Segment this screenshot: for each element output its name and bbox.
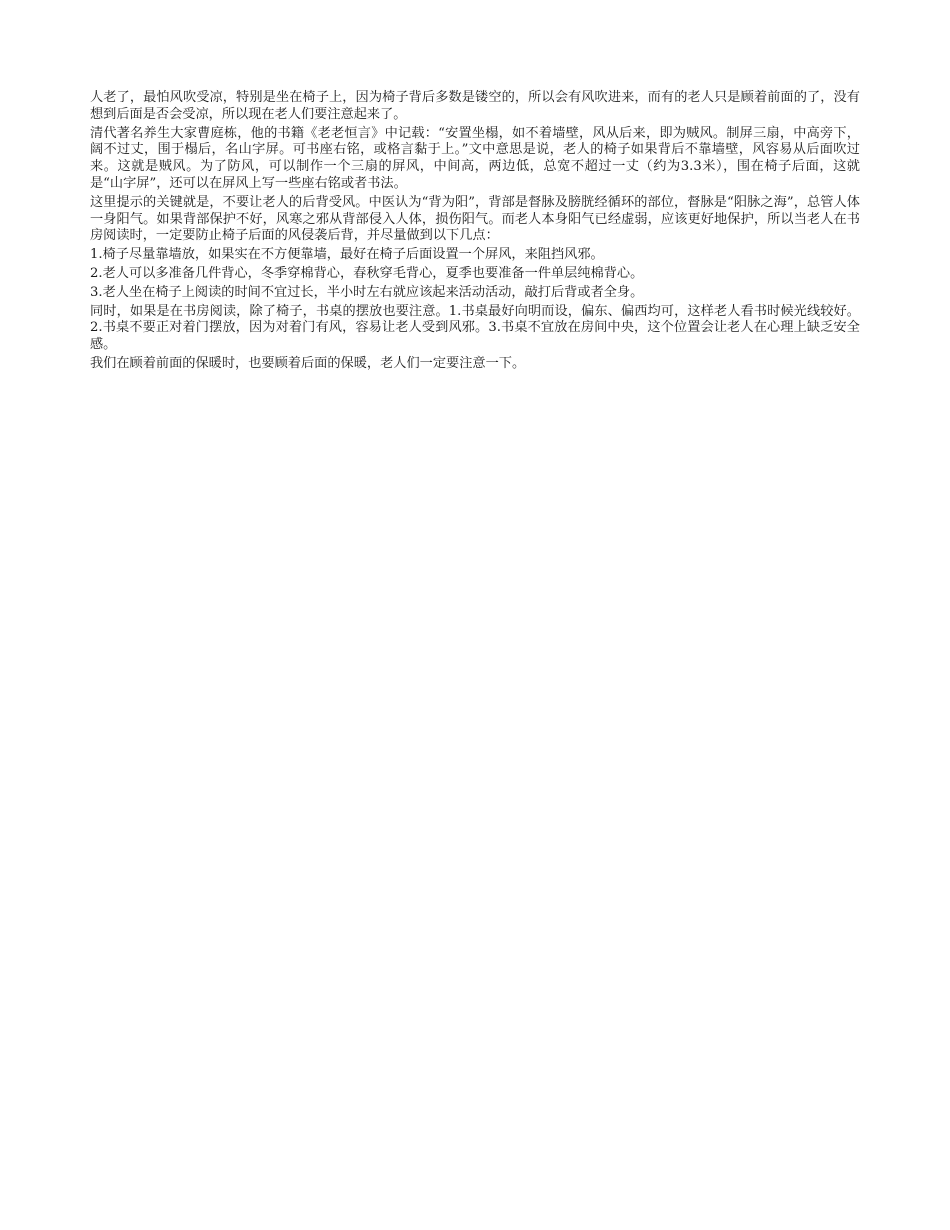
paragraph-intro: 人老了，最怕风吹受凉，特别是坐在椅子上，因为椅子背后多数是镂空的，所以会有风吹进来，而有的老人只是顾着前面的了，没有想到后面是否会受凉，所以现在老人们要注意起来了。 [90,90,860,122]
paragraph-desk: 同时，如果是在书房阅读，除了椅子，书桌的摆放也要注意。1.书桌最好向明而设，偏东、偏西均可，这样老人看书时候光线较好。2.书桌不要正对着门摆放，因为对着门有风，容易让老人受到风邪。3.书桌不宜放在房间中央，这个位置会让老人在心理上缺乏安全感。 [90,303,860,353]
paragraph-key-point: 这里提示的关键就是，不要让老人的后背受风。中医认为“背为阳”，背部是督脉及膀胱经循环的部位，督脉是“阳脉之海”，总管人体一身阳气。如果背部保护不好，风寒之邪从背部侵入人体，损伤阳气。而老人本身阳气已经虚弱，应该更好地保护，所以当老人在书房阅读时，一定要防止椅子后面的风侵袭后背，并尽量做到以下几点： [90,194,860,244]
list-item-1: 1.椅子尽量靠墙放，如果实在不方便靠墙，最好在椅子后面设置一个屏风，来阻挡风邪。 [90,247,604,263]
paragraph-conclusion: 我们在顾着前面的保暖时，也要顾着后面的保暖，老人们一定要注意一下。 [90,355,526,371]
list-item-2: 2.老人可以多准备几件背心，冬季穿棉背心，春秋穿毛背心，夏季也要准备一件单层纯棉背心。 [90,265,644,281]
paragraph-quote: 清代著名养生大家曹庭栋，他的书籍《老老恒言》中记载：“安置坐榻，如不着墙壁，风从后来，即为贼风。制屏三扇，中高旁下，阔不过丈，围于榻后，名山字屏。可书座右铭，或格言黏于上。”文中意思是说，老人的椅子如果背后不靠墙壁，风容易从后面吹过来。这就是贼风。为了防风，可以制作一个三扇的屏风，中间高，两边低，总宽不超过一丈（约为3.3米），围在椅子后面，这就是“山字屏”，还可以在屏风上写一些座右铭或者书法。 [90,125,860,191]
list-item-3: 3.老人坐在椅子上阅读的时间不宜过长，半小时左右就应该起来活动活动，敲打后背或者全身。 [90,284,644,300]
document-body [90,90,860,375]
